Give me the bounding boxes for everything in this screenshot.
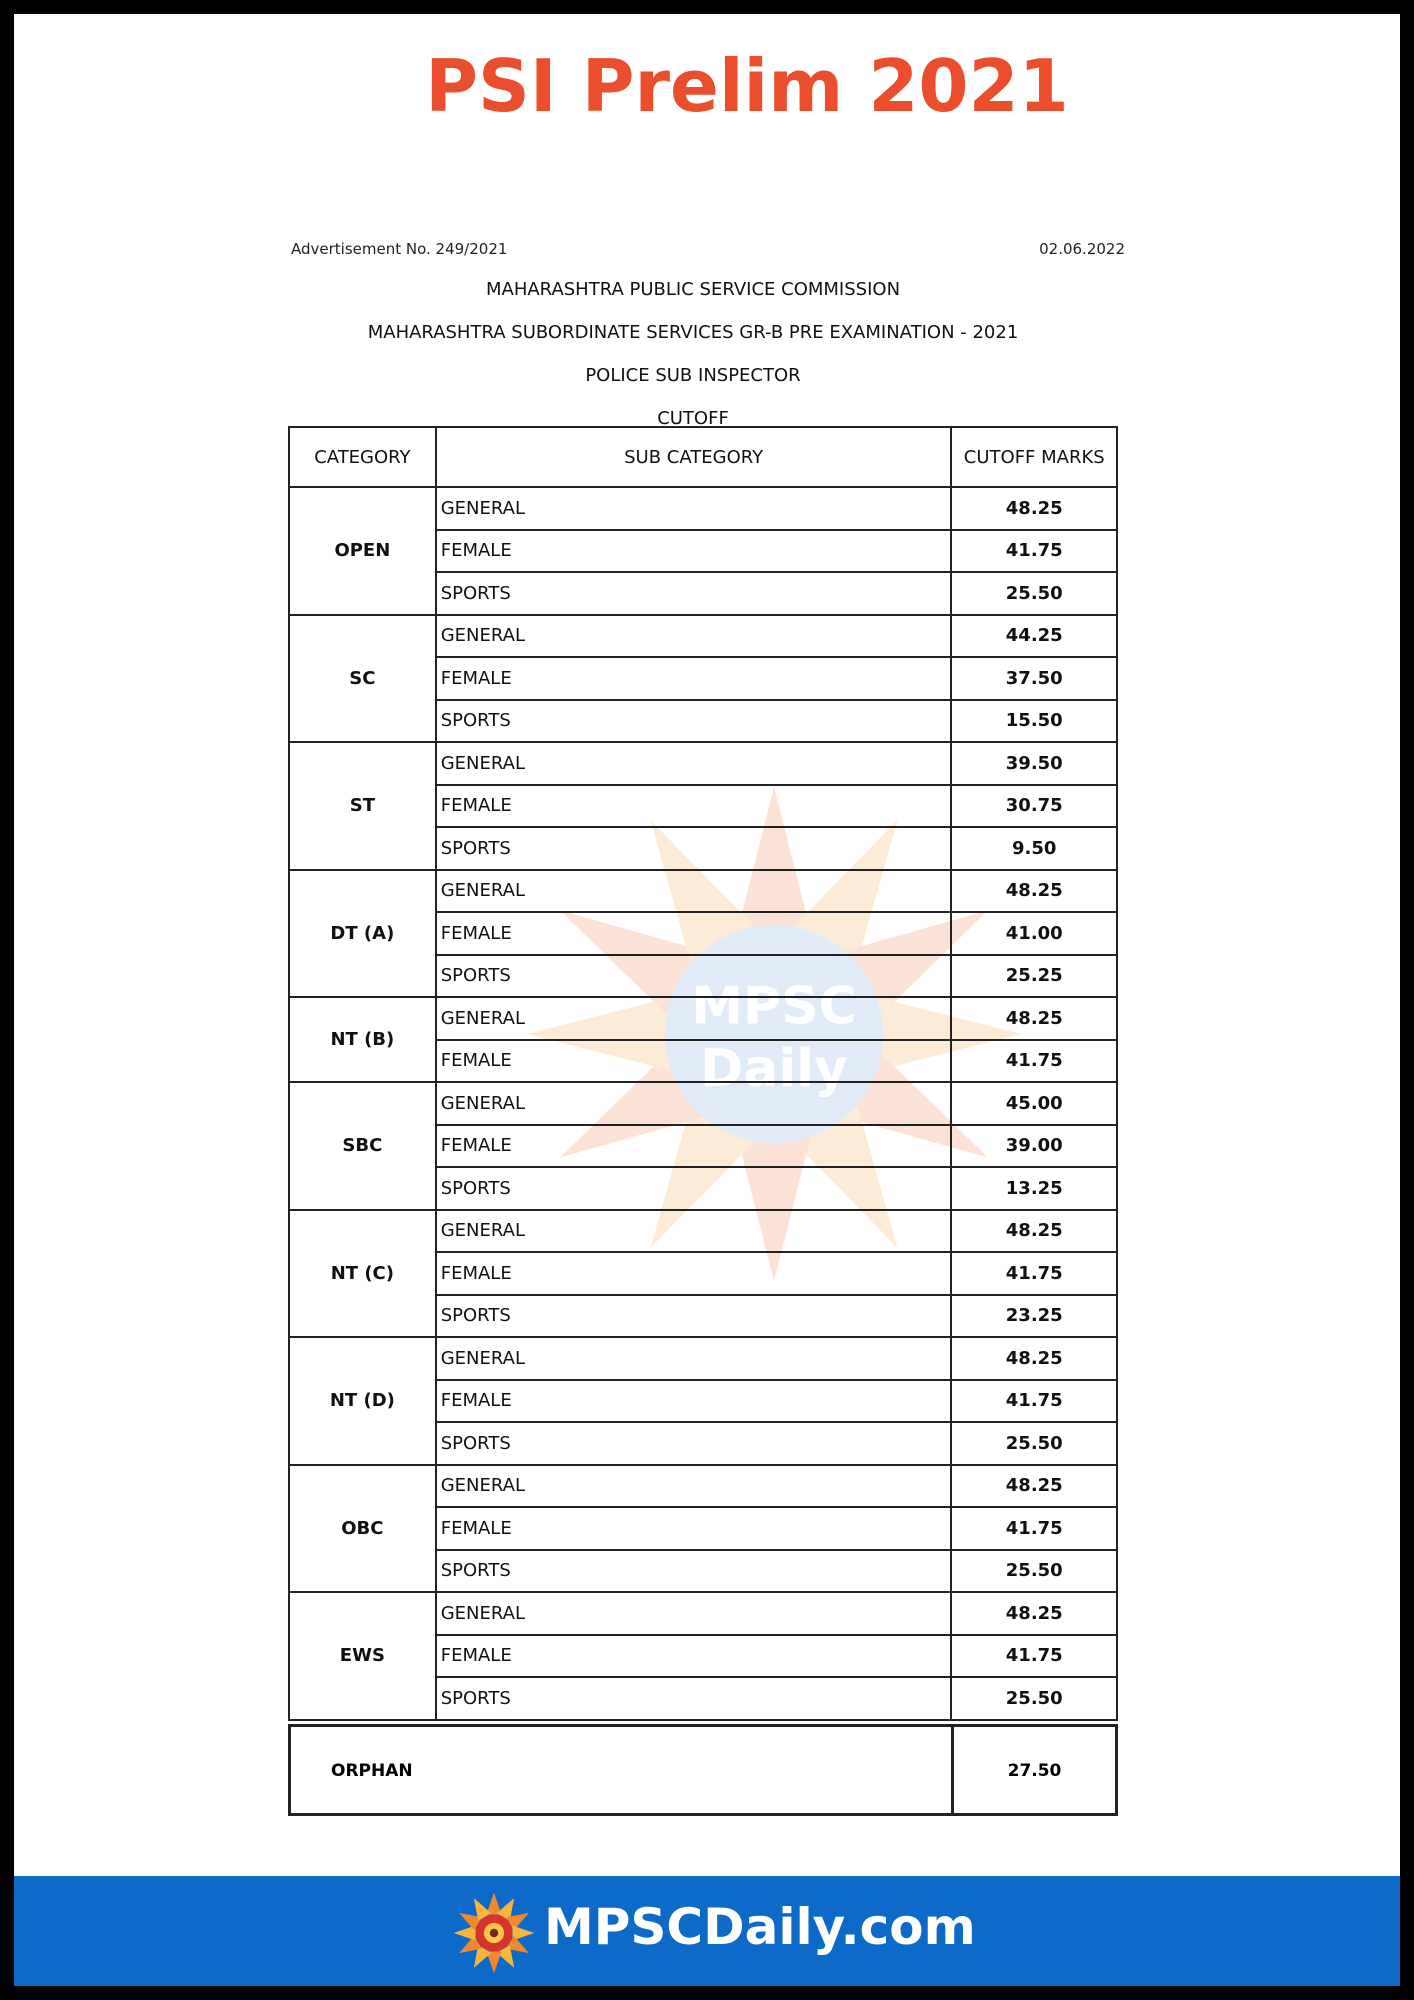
cutoff-marks-cell: 25.50	[951, 1677, 1117, 1720]
sub-category-cell: FEMALE	[436, 785, 952, 828]
watermark-line2: Daily	[700, 1039, 848, 1099]
sub-category-cell: FEMALE	[436, 1635, 952, 1678]
cutoff-heading: CUTOFF	[657, 408, 729, 429]
table-body	[289, 487, 1117, 1720]
table-row	[289, 1210, 1117, 1253]
category-cell: ST	[289, 742, 436, 870]
sub-category-cell: SPORTS	[436, 1422, 952, 1465]
cutoff-marks-cell: 48.25	[951, 1337, 1117, 1380]
cutoff-marks-cell: 48.25	[951, 487, 1117, 530]
category-cell: OPEN	[289, 487, 436, 615]
cutoff-marks-cell: 25.50	[951, 1550, 1117, 1593]
category-cell: EWS	[289, 1592, 436, 1720]
sub-category-cell: GENERAL	[436, 615, 952, 658]
sub-category-cell: SPORTS	[436, 1167, 952, 1210]
sub-category-cell: FEMALE	[436, 530, 952, 573]
orphan-row	[288, 1724, 1118, 1816]
orphan-label: ORPHAN	[331, 1761, 413, 1781]
watermark-line1: MPSC	[691, 976, 857, 1037]
notice-date: 02.06.2022	[1039, 240, 1125, 258]
table-row	[289, 1465, 1117, 1508]
cutoff-marks-cell: 39.50	[951, 742, 1117, 785]
category-cell: NT (C)	[289, 1210, 436, 1338]
header-category: CATEGORY	[289, 427, 436, 487]
cutoff-marks-cell: 44.25	[951, 615, 1117, 658]
cutoff-marks-cell: 23.25	[951, 1295, 1117, 1338]
cutoff-marks-cell: 37.50	[951, 657, 1117, 700]
cutoff-marks-cell: 41.75	[951, 1507, 1117, 1550]
category-cell: SC	[289, 615, 436, 743]
sub-category-cell: SPORTS	[436, 1295, 952, 1338]
cutoff-marks-cell: 48.25	[951, 1592, 1117, 1635]
sub-category-cell: GENERAL	[436, 487, 952, 530]
sub-category-cell: SPORTS	[436, 572, 952, 615]
category-cell: NT (B)	[289, 997, 436, 1082]
table-row	[289, 1337, 1117, 1380]
cutoff-marks-cell: 25.50	[951, 572, 1117, 615]
category-cell: OBC	[289, 1465, 436, 1593]
cutoff-marks-cell: 45.00	[951, 1082, 1117, 1125]
sub-category-cell: FEMALE	[436, 1380, 952, 1423]
cutoff-marks-cell: 41.75	[951, 1252, 1117, 1295]
table-row	[289, 997, 1117, 1040]
sub-category-cell: SPORTS	[436, 1677, 952, 1720]
table-row	[289, 870, 1117, 913]
cutoff-marks-cell: 13.25	[951, 1167, 1117, 1210]
sub-category-cell: SPORTS	[436, 700, 952, 743]
cutoff-marks-cell: 15.50	[951, 700, 1117, 743]
cutoff-marks-cell: 48.25	[951, 1465, 1117, 1508]
cutoff-marks-cell: 25.25	[951, 955, 1117, 998]
cutoff-marks-cell: 41.75	[951, 530, 1117, 573]
footer-banner	[14, 1876, 1400, 1986]
sub-category-cell: GENERAL	[436, 1337, 952, 1380]
sub-category-cell: FEMALE	[436, 912, 952, 955]
sub-category-cell: GENERAL	[436, 1465, 952, 1508]
cutoff-marks-cell: 25.50	[951, 1422, 1117, 1465]
cutoff-marks-cell: 41.00	[951, 912, 1117, 955]
category-cell: SBC	[289, 1082, 436, 1210]
sub-category-cell: FEMALE	[436, 657, 952, 700]
cutoff-marks-cell: 41.75	[951, 1040, 1117, 1083]
category-cell: DT (A)	[289, 870, 436, 998]
post-name: POLICE SUB INSPECTOR	[585, 365, 801, 386]
sub-category-cell: GENERAL	[436, 870, 952, 913]
cutoff-marks-cell: 41.75	[951, 1635, 1117, 1678]
sub-category-cell: FEMALE	[436, 1507, 952, 1550]
orphan-value: 27.50	[1007, 1761, 1062, 1781]
footer-brand: MPSCDaily.com	[544, 1898, 976, 1956]
cutoff-marks-cell: 41.75	[951, 1380, 1117, 1423]
table-row	[289, 615, 1117, 658]
sub-category-cell: SPORTS	[436, 827, 952, 870]
header-sub-category: SUB CATEGORY	[436, 427, 952, 487]
sub-category-cell: GENERAL	[436, 1210, 952, 1253]
cutoff-marks-cell: 9.50	[951, 827, 1117, 870]
header-cutoff-marks: CUTOFF MARKS	[951, 427, 1117, 487]
cutoff-table	[288, 426, 1118, 1721]
sub-category-cell: FEMALE	[436, 1252, 952, 1295]
table-row	[289, 1082, 1117, 1125]
table-row	[289, 487, 1117, 530]
cutoff-marks-cell: 39.00	[951, 1125, 1117, 1168]
table-row	[289, 1592, 1117, 1635]
commission-name: MAHARASHTRA PUBLIC SERVICE COMMISSION	[485, 279, 901, 300]
cutoff-marks-cell: 48.25	[951, 997, 1117, 1040]
sub-category-cell: GENERAL	[436, 742, 952, 785]
advertisement-number: Advertisement No. 249/2021	[291, 240, 508, 258]
sub-category-cell: GENERAL	[436, 1592, 952, 1635]
table-row	[289, 742, 1117, 785]
mpsc-daily-logo-icon	[452, 1891, 536, 1975]
sub-category-cell: SPORTS	[436, 1550, 952, 1593]
sub-category-cell: GENERAL	[436, 997, 952, 1040]
cutoff-marks-cell: 48.25	[951, 870, 1117, 913]
sub-category-cell: FEMALE	[436, 1125, 952, 1168]
cutoff-marks-cell: 48.25	[951, 1210, 1117, 1253]
page	[14, 14, 1400, 1986]
category-cell: NT (D)	[289, 1337, 436, 1465]
cutoff-marks-cell: 30.75	[951, 785, 1117, 828]
table-header-row	[289, 427, 1117, 487]
page-title: PSI Prelim 2021	[425, 44, 1069, 128]
sub-category-cell: GENERAL	[436, 1082, 952, 1125]
sub-category-cell: SPORTS	[436, 955, 952, 998]
sub-category-cell: FEMALE	[436, 1040, 952, 1083]
exam-name: MAHARASHTRA SUBORDINATE SERVICES GR-B PRE EXAMINATION - 2021	[367, 322, 1019, 343]
